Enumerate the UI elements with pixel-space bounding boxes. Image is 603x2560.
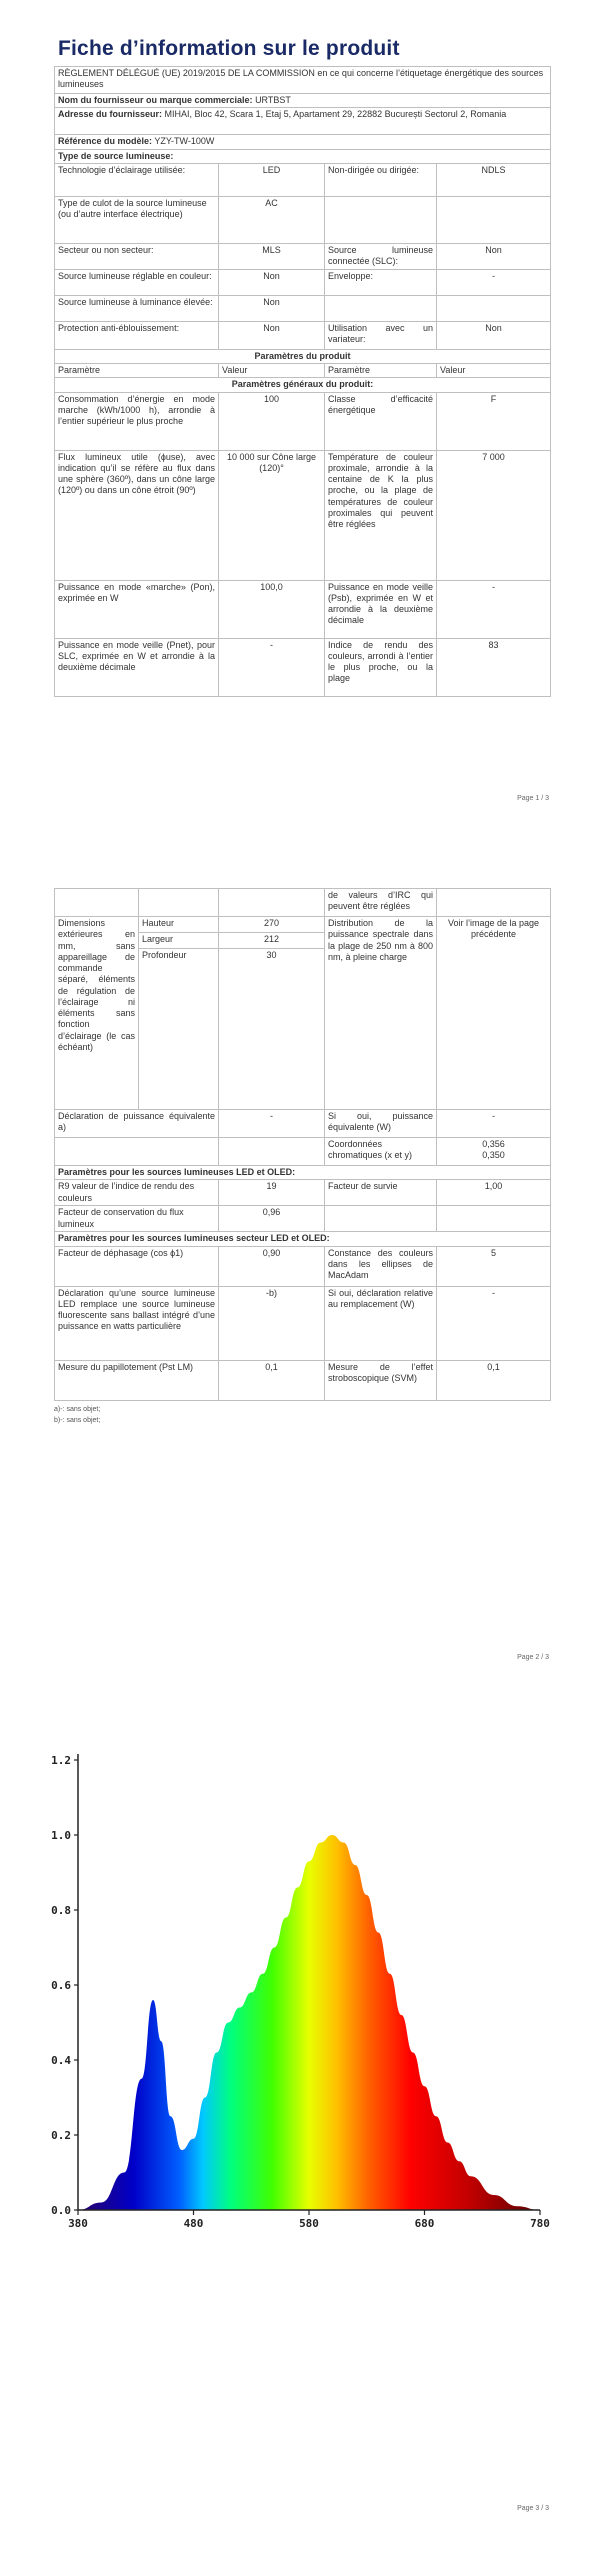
model-row — [55, 135, 551, 149]
col-header: Valeur — [219, 364, 325, 378]
cell: Non — [219, 295, 325, 321]
cell — [437, 889, 551, 917]
y-tick-label: 0.2 — [51, 2129, 71, 2142]
cell: Source lumineuse à luminance élevée: — [55, 295, 219, 321]
spectrum-area — [78, 1835, 540, 2210]
cell: 100,0 — [219, 580, 325, 638]
footnote-b: b)-: sans objet; — [54, 1417, 101, 1425]
cell: Source lumineuse réglable en couleur: — [55, 269, 219, 295]
cell: Non — [219, 321, 325, 349]
cell: Consommation d’énergie en mode marche (kWh/1000 h), arrondie à l’entier supérieur le plus proche — [55, 392, 219, 450]
cell: Facteur de survie — [325, 1180, 437, 1206]
cell — [55, 889, 139, 917]
cell: Mesure de l’effet stroboscopique (SVM) — [325, 1360, 437, 1400]
cell: 83 — [437, 638, 551, 696]
general-params-title: Paramètres généraux du produit: — [55, 378, 551, 392]
y-tick-label: 0.4 — [51, 2054, 71, 2067]
cell: 7 000 — [437, 450, 551, 580]
page-number: Page 1 / 3 — [517, 795, 549, 802]
y-tick-label: 0.6 — [51, 1979, 71, 1992]
cell: 0,96 — [219, 1206, 325, 1232]
x-tick-label: 680 — [414, 2217, 435, 2230]
product-sheet-page1 — [54, 66, 550, 697]
address-row — [55, 108, 551, 135]
y-tick-label: 0.8 — [51, 1904, 71, 1917]
cell: Type de culot de la source lumineuse (ou d’autre interface électrique) — [55, 196, 219, 243]
cell: - — [437, 1110, 551, 1138]
cell — [219, 1138, 325, 1166]
dim-name: Largeur — [139, 933, 219, 949]
cell: Indice de rendu des couleurs, arrondi à l’entier le plus proche, ou la plage — [325, 638, 437, 696]
mains-title: Paramètres pour les sources lumineuses secteur LED et OLED: — [55, 1232, 551, 1246]
cell: 0,90 — [219, 1246, 325, 1286]
cell: 10 000 sur Cône large (120)° — [219, 450, 325, 580]
model-value: YZY-TW-100W — [154, 136, 215, 147]
col-header: Paramètre — [325, 364, 437, 378]
dimensions-label: Dimensions extérieures en mm, sans appareillage de commande séparé, éléments de régulation de l’éclairage ni éléments sans fonction d’éclairage (le cas échéant) — [55, 917, 139, 1110]
cell: Température de couleur proximale, arrondie à la centaine de K la plus proche, ou la plage de températures de couleur proximales qui peuvent être réglées — [325, 450, 437, 580]
cell: Coordonnées chromatiques (x et y) — [325, 1138, 437, 1166]
y-tick-label: 1.2 — [51, 1754, 71, 1767]
cell — [55, 1138, 219, 1166]
cell: Facteur de conservation du flux lumineux — [55, 1206, 219, 1232]
cell: - — [219, 638, 325, 696]
page-number: Page 3 / 3 — [517, 2505, 549, 2512]
x-tick-label: 480 — [183, 2217, 204, 2230]
spd-label: Distribution de la puissance spectrale dans la plage de 250 nm à 800 nm, à pleine charge — [325, 917, 437, 1110]
cell: 5 — [437, 1246, 551, 1286]
cell: Enveloppe: — [325, 269, 437, 295]
supplier-value: URTBST — [255, 95, 291, 105]
model-label: Référence du modèle: — [58, 136, 153, 147]
footnotes — [54, 1406, 550, 1427]
document-title: Fiche d’information sur le produit — [58, 37, 400, 60]
y-tick-label: 0.0 — [51, 2204, 71, 2217]
cell — [139, 889, 219, 917]
cell — [325, 1206, 437, 1232]
cell: - — [437, 269, 551, 295]
cell: Mesure du papillotement (Pst LM) — [55, 1360, 219, 1400]
cell: Si oui, déclaration relative au remplacement (W) — [325, 1286, 437, 1360]
dim-value: 212 — [219, 933, 325, 949]
address-value: MIHAI, Bloc 42, Scara 1, Etaj 5, Apartament 29, 22882 București Sectorul 2, Romania — [164, 109, 507, 120]
cell: 100 — [219, 392, 325, 450]
cell: 0,1 — [219, 1360, 325, 1400]
cell: Déclaration qu’une source lumineuse LED remplace une source lumineuse fluorescente sans ballast intégré d’une puissance en watts particulière — [55, 1286, 219, 1360]
dim-name: Hauteur — [139, 917, 219, 933]
cell — [437, 1206, 551, 1232]
footnote-a: a)-: sans objet; — [54, 1405, 101, 1413]
cell: - — [437, 1286, 551, 1360]
cell: Secteur ou non secteur: — [55, 243, 219, 269]
cell: Déclaration de puissance équivalente a) — [55, 1110, 219, 1138]
regulation-text: RÈGLEMENT DÉLÉGUÉ (UE) 2019/2015 DE LA COMMISSION en ce qui concerne l’étiquetage énergétique des sources lumineuses — [55, 67, 551, 94]
cell — [325, 295, 437, 321]
cell: AC — [219, 196, 325, 243]
page-1 — [0, 0, 603, 800]
col-header: Paramètre — [55, 364, 219, 378]
cell: MLS — [219, 243, 325, 269]
x-tick-label: 580 — [299, 2217, 319, 2230]
cell: 19 — [219, 1180, 325, 1206]
supplier-label: Nom du fournisseur ou marque commerciale: — [58, 95, 253, 105]
cell: Facteur de déphasage (cos ϕ1) — [55, 1246, 219, 1286]
cell: Non — [437, 243, 551, 269]
cell: de valeurs d’IRC qui peuvent être réglées — [325, 889, 437, 917]
cell: Technologie d’éclairage utilisée: — [55, 163, 219, 196]
spd-value: Voir l’image de la page précédente — [437, 917, 551, 1110]
cell: - — [437, 580, 551, 638]
address-label: Adresse du fournisseur: — [58, 109, 163, 120]
cell: Classe d’efficacité énergétique — [325, 392, 437, 450]
dim-value: 30 — [219, 949, 325, 1110]
cell: Non-dirigée ou dirigée: — [325, 163, 437, 196]
cell — [437, 295, 551, 321]
x-tick-label: 780 — [530, 2217, 550, 2230]
cell: Puissance en mode veille (Psb), exprimée en W et arrondie à la deuxième décimale — [325, 580, 437, 638]
cell: Flux lumineux utile (ɸuse), avec indication qu’il se réfère au flux dans une sphère (360º), dans un cône large (120º) ou dans un cône étroit (90º) — [55, 450, 219, 580]
cell — [437, 196, 551, 243]
x-tick-label: 380 — [68, 2217, 88, 2230]
dim-name: Profondeur — [139, 949, 219, 1110]
cell: Constance des couleurs dans les ellipses de MacAdam — [325, 1246, 437, 1286]
cell: LED — [219, 163, 325, 196]
supplier-row — [55, 94, 551, 108]
cell: - — [219, 1110, 325, 1138]
y-tick-label: 1.0 — [51, 1829, 71, 1842]
cell: 0,356 0,350 — [437, 1138, 551, 1166]
cell: Puissance en mode «marche» (Pon), exprimée en W — [55, 580, 219, 638]
cell: Non — [219, 269, 325, 295]
cell: Si oui, puissance équivalente (W) — [325, 1110, 437, 1138]
page-number: Page 2 / 3 — [517, 1654, 549, 1661]
cell: -b) — [219, 1286, 325, 1360]
cell: 0,1 — [437, 1360, 551, 1400]
cell: NDLS — [437, 163, 551, 196]
cell: R9 valeur de l’indice de rendu des couleurs — [55, 1180, 219, 1206]
product-params-title: Paramètres du produit — [55, 349, 551, 363]
cell — [219, 889, 325, 917]
type-label: Type de source lumineuse: — [55, 149, 551, 163]
cell: Non — [437, 321, 551, 349]
cell: Source lumineuse connectée (SLC): — [325, 243, 437, 269]
dim-value: 270 — [219, 917, 325, 933]
col-header: Valeur — [437, 364, 551, 378]
cell: Protection anti-éblouissement: — [55, 321, 219, 349]
spectral-distribution-chart — [48, 1740, 558, 2230]
cell — [325, 196, 437, 243]
cell: 1,00 — [437, 1180, 551, 1206]
cell: Puissance en mode veille (Pnet), pour SLC, exprimée en W et arrondie à la deuxième décimale — [55, 638, 219, 696]
product-sheet-page2 — [54, 888, 550, 1426]
cell: F — [437, 392, 551, 450]
led-oled-title: Paramètres pour les sources lumineuses LED et OLED: — [55, 1166, 551, 1180]
cell: Utilisation avec un variateur: — [325, 321, 437, 349]
